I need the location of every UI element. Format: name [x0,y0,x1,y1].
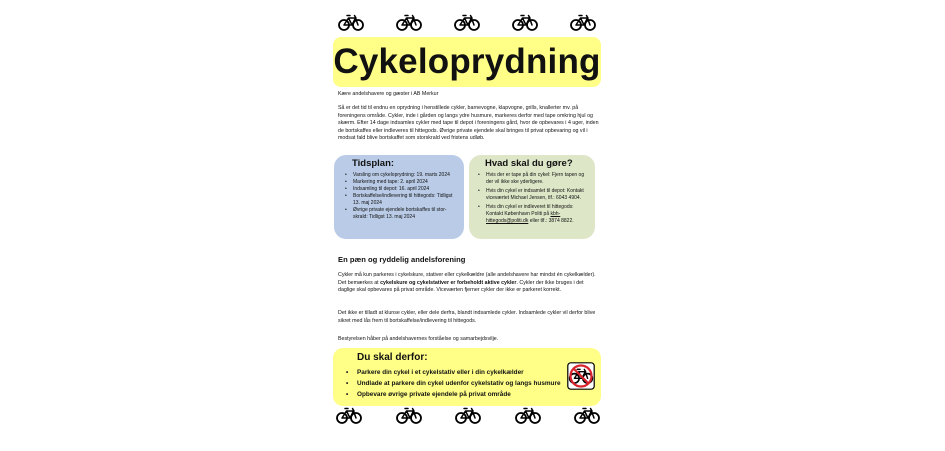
paragraph-bold-text: cykelskure og cykelstativer er forbeholdt aktive cykler [380,279,517,286]
rules-list [345,367,601,400]
bicycle-icon [512,13,538,31]
bicycle-icon [338,13,364,31]
intro-paragraph: Så er det tid til endnu en oprydning i henstillede cykler, barnevogne, klapvogne, grills, knallerter mv. på foreningens område. Cykler, inde i gården og langs ydre husmure, markeres derfor med tape omkring hjul og skærm. Efter 14 dage indsamles cykler med tape til depot i foreningens gård, hvor de opbevares i 4 uger, inden de bortskaffes eller indleveres til hittegods. Øvrige private ejendele skal bringes til privat opbevaring og vil i modsat fald blive bortskaffet som storskrald ved fristens udløb. [338,105,599,142]
schedule-item: • Øvrige private ejendele bortskaffes til stor-skrald: Tidligst 13. maj 2024 [344,207,458,221]
bicycle-icon [336,406,362,424]
todo-heading: Hvad skal du gøre? [485,158,573,169]
todo-item: • Hvis din cykel er indsamlet til depot: Kontakt viceværtet Michael Jensen, tlf.: 6043 4904. [477,188,589,202]
bicycle-icon [570,13,596,31]
rule-item: • Undlade at parkere din cykel udenfor cykelstativ og langs husmure [345,378,601,389]
schedule-heading: Tidsplan: [352,158,395,169]
bicycle-row-bottom [330,406,606,424]
collection-paragraph: Det ikke er tilladt at klunse cykler, eller dele derfra, blandt indsamlede cykler. Indsamlede cykler vil derfor blive sikret med lås frem til bortskaffelse/indlevering til hittegods. [338,310,596,324]
schedule-item: • Varsling om cykeloprydning: 19. marts 2024 [344,172,458,179]
bicycle-icon [455,406,481,424]
paragraph-text: . Cykler der ikke bruges i det daglige skal opbevares på privat område. Viceværten fjerner cykler der ikke er parkeret korrekt. [338,279,584,294]
schedule-list [344,172,458,221]
bicycle-icon [396,13,422,31]
section-heading: En pæn og ryddelig andelsforening [338,255,466,264]
rules-heading: Du skal derfor: [357,352,428,363]
parking-paragraph [338,272,600,295]
todo-item [477,204,589,225]
paragraph-text: Cykler må kun parkeres i cykelskure, stativer eller cykelkældre (alle andelshavere har mindst én cykelkælder). Det bemærkes at [338,272,596,286]
bicycle-row-top [330,13,606,31]
no-bicycle-icon [567,362,595,390]
schedule-item: • Bortskaffelse/indlevering til hittegods: Tidligst 13. maj 2024 [344,193,458,207]
todo-item-text: Hvis din cykel er indleveret til hittegods: Kontakt København Politi på [486,204,574,217]
bicycle-icon [454,13,480,31]
greeting: Kære andelshavere og gæster i AB Merkur [338,91,439,97]
page-title: Cykeloprydning [333,42,601,81]
bicycle-icon [574,406,600,424]
rule-item: • Parkere din cykel i et cykelstativ eller i din cykelkælder [345,367,601,378]
schedule-box [334,155,464,239]
schedule-item: • Markering med tape: 2. april 2024 [344,179,458,186]
rules-box [333,348,601,406]
closing-paragraph: Bestyrelsen håber på andelshavernes forståelse og samarbejdsvilje. [338,336,499,342]
bicycle-icon [515,406,541,424]
todo-item-text: eller tlf.: 3874 8822. [528,218,574,224]
title-banner [333,37,601,87]
todo-item: • Hvis der er tape på din cykel: Fjern tapen og der vil ikke ske yderligere. [477,172,589,186]
schedule-item: • Indsamling til depot: 16. april 2024 [344,186,458,193]
todo-list [477,172,589,225]
flyer-page [330,0,606,451]
email-link[interactable]: kbh-hittegods@politi.dk [486,211,561,224]
bicycle-icon [396,406,422,424]
rule-item: • Opbevare øvrige private ejendele på privat område [345,389,601,400]
todo-box [469,155,595,239]
